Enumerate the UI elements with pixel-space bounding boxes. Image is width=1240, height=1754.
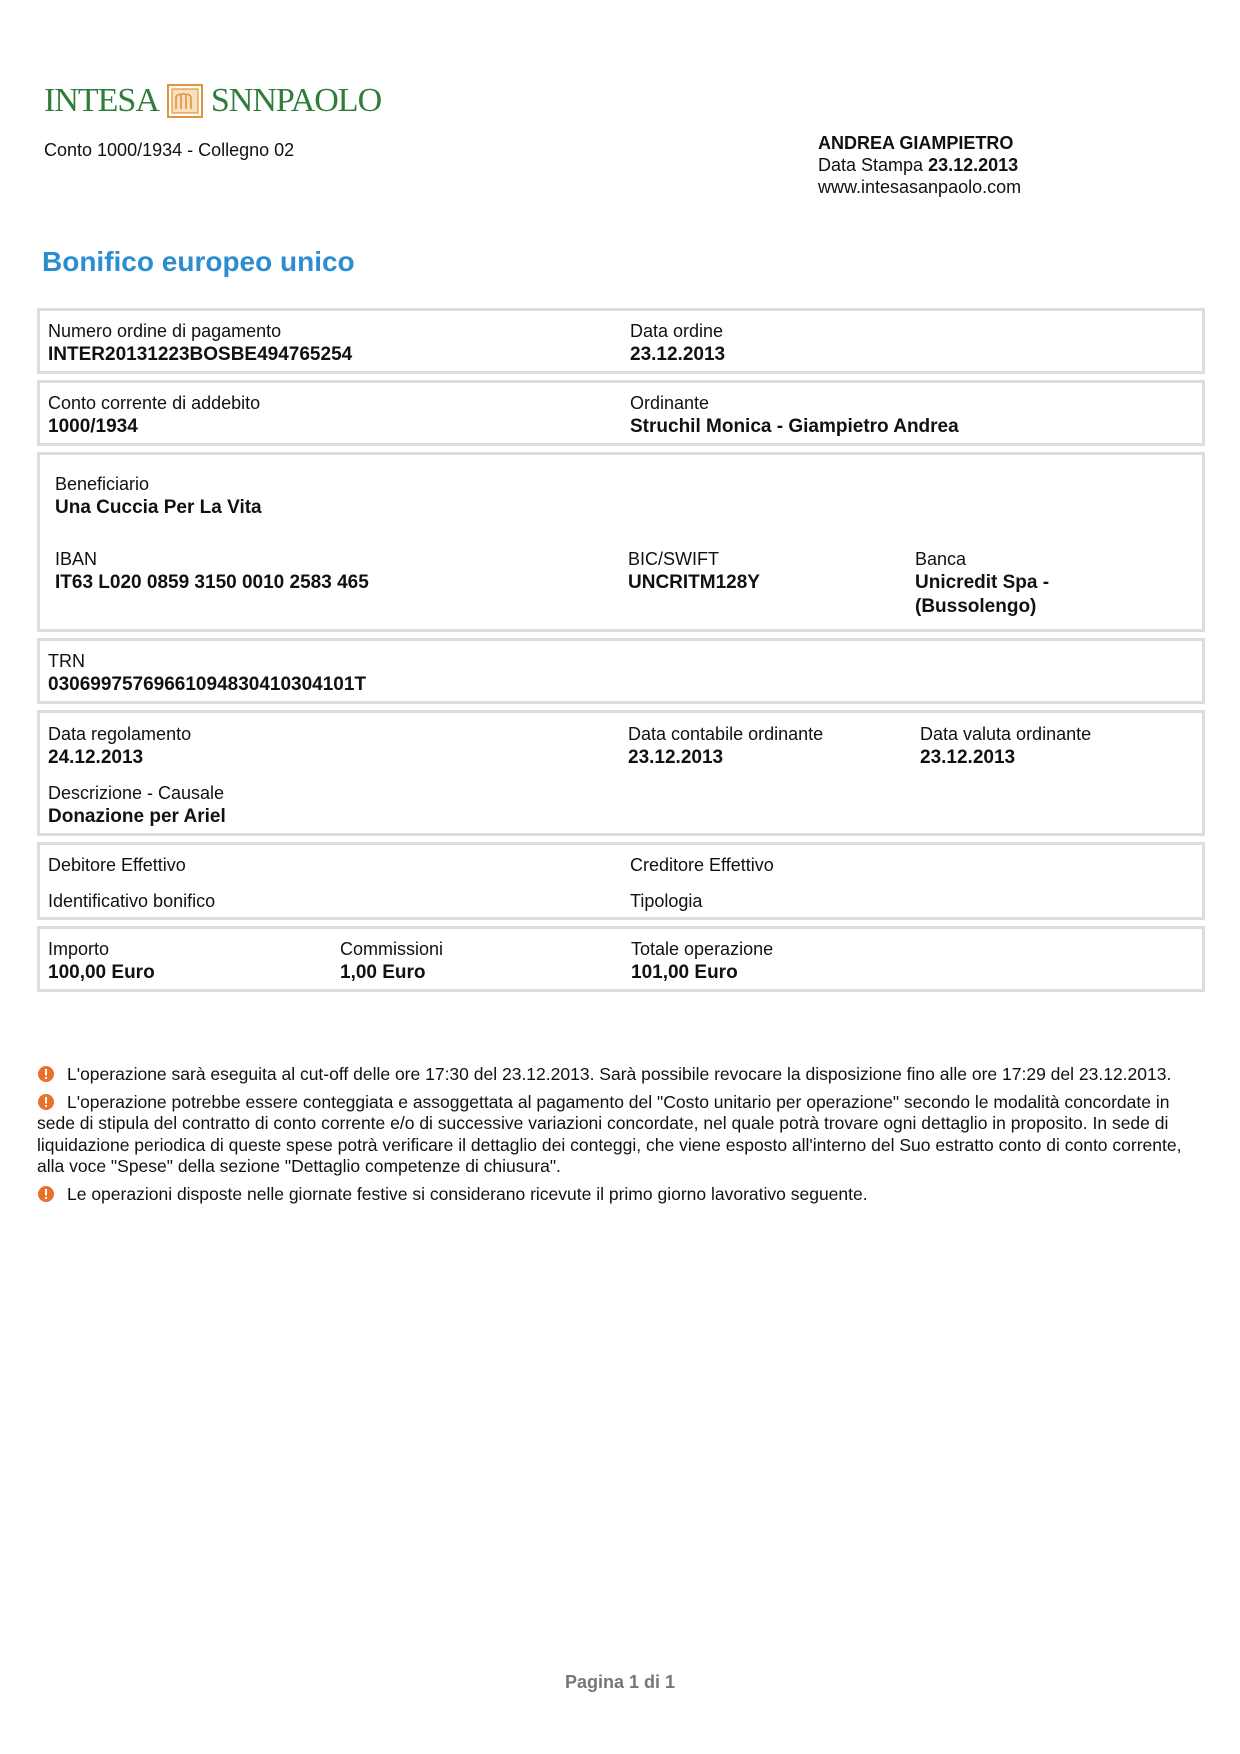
- note-item: [37, 1184, 1205, 1206]
- logo-right-word: SNNPAOLO: [210, 82, 382, 119]
- print-date: 23.12.2013: [928, 155, 1019, 175]
- beneficiary-box: [37, 452, 1205, 632]
- bank-name: Unicredit Spa -: [915, 572, 1050, 593]
- value-date: 23.12.2013: [920, 747, 1016, 768]
- account-holder: ANDREA GIAMPIETRO: [818, 133, 1014, 153]
- amounts-box: [37, 926, 1205, 992]
- warning-icon: [37, 1185, 55, 1203]
- note-text: L'operazione sarà eseguita al cut-off delle ore 17:30 del 23.12.2013. Sarà possibile revocare la disposizione fino alle ore 17:29 del 23.12.2013.: [67, 1064, 1172, 1084]
- logo-left-word: INTESA: [44, 82, 159, 119]
- print-date-line: [818, 154, 1021, 176]
- type-label: Tipologia: [630, 891, 703, 911]
- fees: 1,00 Euro: [340, 962, 426, 983]
- order-date-label: Data ordine: [630, 321, 724, 341]
- bank-branch: (Bussolengo): [915, 596, 1037, 617]
- amount-label: Importo: [48, 939, 110, 959]
- account-reference: Conto 1000/1934 - Collegno 02: [44, 140, 295, 160]
- page-title: Bonifico europeo unico: [42, 246, 355, 277]
- fees-label: Commissioni: [340, 939, 444, 959]
- logo-mark-icon: [167, 84, 203, 118]
- bank-logo: [44, 84, 381, 118]
- creditor-label: Creditore Effettivo: [630, 855, 774, 875]
- trn-value: 03069975769661094830410304101T: [48, 674, 367, 695]
- order-number: INTER20131223BOSBE494765254: [48, 344, 353, 365]
- dates-box: [37, 710, 1205, 836]
- print-date-label: Data Stampa: [818, 155, 924, 175]
- trn-label: TRN: [48, 651, 85, 671]
- accounting-date-label: Data contabile ordinante: [628, 724, 824, 744]
- iban: IT63 L020 0859 3150 0010 2583 465: [55, 572, 369, 593]
- order-box: [37, 308, 1205, 374]
- warning-icon: [37, 1093, 55, 1111]
- amount: 100,00 Euro: [48, 962, 155, 983]
- parties-box: [37, 842, 1205, 920]
- value-date-label: Data valuta ordinante: [920, 724, 1092, 744]
- debtor-label: Debitore Effettivo: [48, 855, 186, 875]
- total-label: Totale operazione: [631, 939, 774, 959]
- total: 101,00 Euro: [631, 962, 738, 983]
- order-date: 23.12.2013: [630, 344, 726, 365]
- orderer: Struchil Monica - Giampietro Andrea: [630, 416, 959, 437]
- trn-box: [37, 638, 1205, 704]
- debit-account: 1000/1934: [48, 416, 138, 437]
- note-item: [37, 1092, 1205, 1178]
- iban-label: IBAN: [55, 549, 98, 569]
- bic-label: BIC/SWIFT: [628, 549, 719, 569]
- settlement-date-label: Data regolamento: [48, 724, 192, 744]
- note-text: Le operazioni disposte nelle giornate festive si considerano ricevute il primo giorno lavorativo seguente.: [67, 1183, 868, 1204]
- accounting-date: 23.12.2013: [628, 747, 724, 768]
- transfer-id-label: Identificativo bonifico: [48, 891, 216, 911]
- description: Donazione per Ariel: [48, 806, 226, 827]
- page-number: Pagina 1 di 1: [564, 1672, 676, 1692]
- orderer-label: Ordinante: [630, 393, 710, 413]
- order-number-label: Numero ordine di pagamento: [48, 321, 282, 341]
- header-info: [818, 132, 1021, 198]
- note-item: [37, 1064, 1205, 1086]
- debit-account-label: Conto corrente di addebito: [48, 393, 261, 413]
- beneficiary-name: Una Cuccia Per La Vita: [55, 497, 262, 518]
- website: www.intesasanpaolo.com: [818, 177, 1022, 197]
- note-text: L'operazione potrebbe essere conteggiata e assoggettata al pagamento del "Costo unitario per operazione" secondo le modalità concordate in sede di stipula del contratto di conto corrente e/o di successive variazioni concordate, nel quale potrà trovare ogni dettaglio in proposito. In sede di liquidazione periodica di queste spese potrà verificare il dettaglio dei conteggi, che viene esposto all'interno del Suo estratto conto di conto corrente, alla voce "Spese" della sezione "Dettaglio competenze di chiusura".: [37, 1091, 1182, 1176]
- bic: UNCRITM128Y: [628, 572, 760, 593]
- beneficiary-label: Beneficiario: [55, 474, 150, 494]
- warning-icon: [37, 1065, 55, 1083]
- bank-label: Banca: [915, 549, 967, 569]
- debit-box: [37, 380, 1205, 446]
- description-label: Descrizione - Causale: [48, 783, 225, 803]
- notes: [37, 1064, 1205, 1211]
- settlement-date: 24.12.2013: [48, 747, 144, 768]
